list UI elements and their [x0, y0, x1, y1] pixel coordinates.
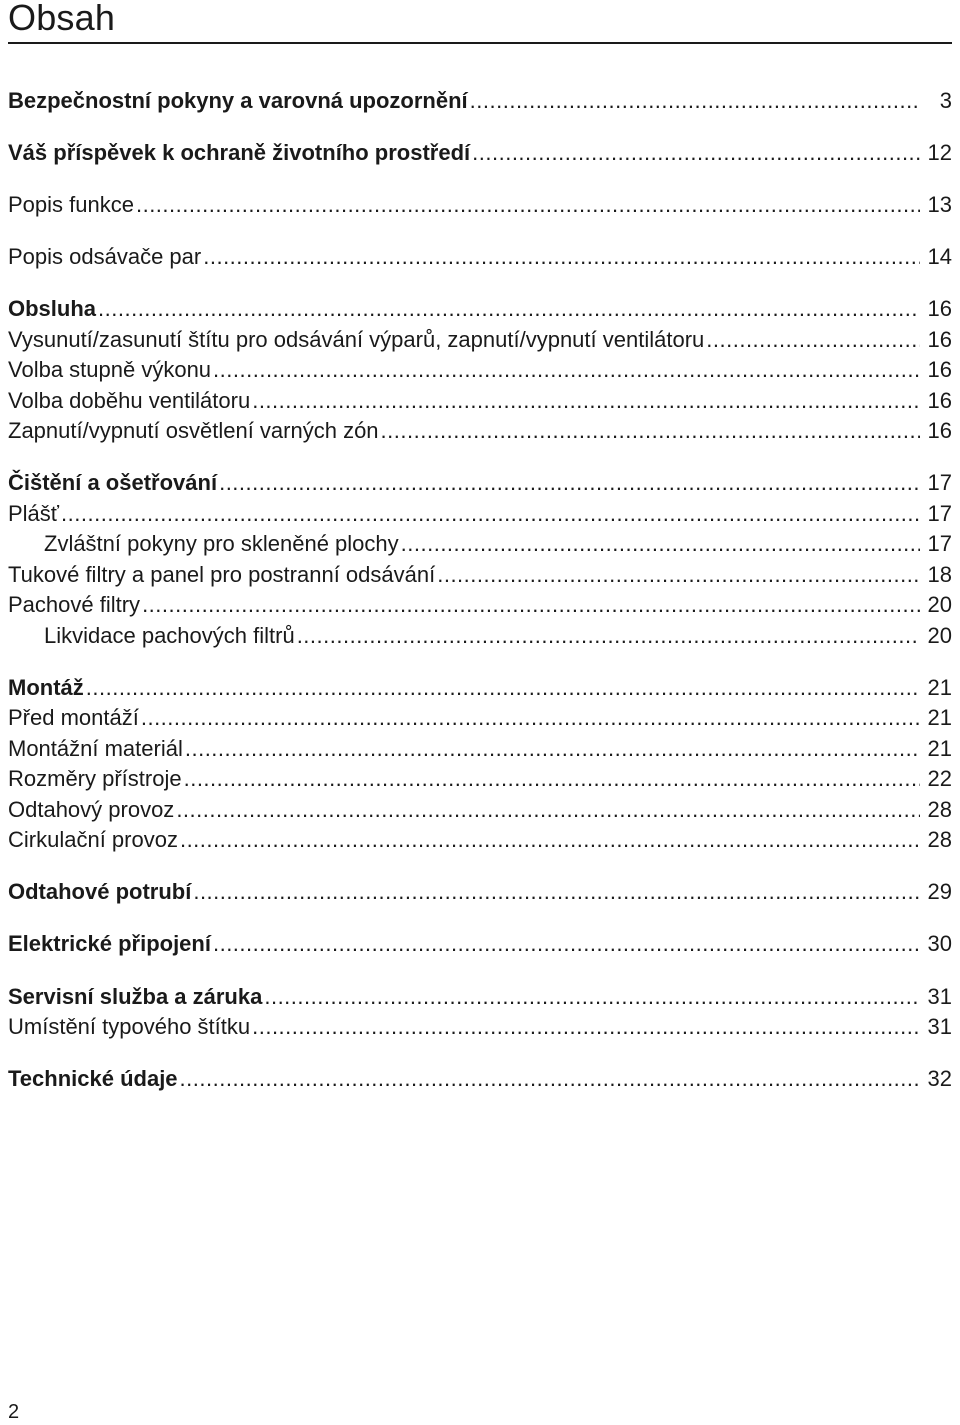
toc-entry-page: 20: [927, 623, 952, 648]
toc-entry-label: Popis funkce: [8, 192, 134, 217]
dot-leader: [185, 734, 920, 764]
toc-entry-page: 16: [927, 296, 952, 321]
dot-leader: [193, 877, 920, 907]
toc-entry[interactable]: [8, 138, 952, 168]
toc-entry[interactable]: [8, 877, 952, 907]
dot-leader: [213, 929, 920, 959]
toc-entry[interactable]: [8, 703, 952, 733]
toc-entry-label: Rozměry přístroje: [8, 766, 182, 791]
toc-entry-page: 14: [927, 244, 952, 269]
toc-entry-label: Elektrické připojení: [8, 931, 211, 956]
toc-entry-label: Čištění a ošetřování: [8, 470, 218, 495]
title-divider: [8, 42, 952, 44]
toc-entry-label: Montáž: [8, 675, 84, 700]
toc-entry[interactable]: [8, 294, 952, 324]
toc-entry-page: 17: [927, 470, 952, 495]
toc-entry-page: 30: [927, 931, 952, 956]
toc-entry[interactable]: [8, 590, 952, 620]
toc-entry-label: Technické údaje: [8, 1066, 178, 1091]
dot-leader: [252, 1012, 920, 1042]
toc-entry[interactable]: [8, 982, 952, 1012]
toc-entry-label: Tukové filtry a panel pro postranní odsávání: [8, 562, 436, 587]
toc-entry[interactable]: [8, 468, 952, 498]
dot-leader: [213, 355, 920, 385]
toc-entry[interactable]: [8, 416, 952, 446]
toc-entry[interactable]: [8, 825, 952, 855]
toc-entry-label: Odtahový provoz: [8, 797, 175, 822]
dot-leader: [142, 590, 920, 620]
toc-entry-label: Zapnutí/vypnutí osvětlení varných zón: [8, 418, 379, 443]
dot-leader: [297, 621, 920, 651]
dot-leader: [176, 795, 920, 825]
dot-leader: [86, 673, 920, 703]
toc-entry-label: Vysunutí/zasunutí štítu pro odsávání výparů, zapnutí/vypnutí ventilátoru: [8, 327, 705, 352]
toc-entry-page: 21: [927, 675, 952, 700]
toc-entry-page: 29: [927, 879, 952, 904]
toc-entry[interactable]: [8, 86, 952, 116]
toc-entry-label: Před montáží: [8, 705, 139, 730]
toc-entry[interactable]: [8, 621, 952, 651]
dot-leader: [472, 138, 920, 168]
toc-entry-label: Montážní materiál: [8, 736, 183, 761]
toc-entry[interactable]: [8, 1012, 952, 1042]
toc-entry-page: 21: [927, 705, 952, 730]
dot-leader: [203, 242, 920, 272]
toc-entry-label: Volba stupně výkonu: [8, 357, 212, 382]
toc-entry-label: Plášť: [8, 501, 60, 526]
toc-entry-page: 31: [927, 1014, 952, 1039]
toc-entry-page: 16: [927, 388, 952, 413]
dot-leader: [98, 294, 920, 324]
toc-entry[interactable]: [8, 386, 952, 416]
page-number: 2: [8, 1401, 20, 1423]
toc-entry[interactable]: [8, 529, 952, 559]
toc-entry-label: Obsluha: [8, 296, 97, 321]
toc-entry-page: 21: [927, 736, 952, 761]
toc-entry-label: Volba doběhu ventilátoru: [8, 388, 251, 413]
toc-entry-page: 17: [927, 501, 952, 526]
toc-entry-page: 32: [927, 1066, 952, 1091]
toc-entry-page: 22: [927, 766, 952, 791]
toc-entry-label: Váš příspěvek k ochraně životního prostředí: [8, 140, 471, 165]
toc-entry-page: 17: [927, 531, 952, 556]
toc-entry-label: Servisní služba a záruka: [8, 984, 263, 1009]
dot-leader: [184, 764, 920, 794]
toc-entry-page: 16: [927, 418, 952, 443]
toc-entry[interactable]: [8, 929, 952, 959]
dot-leader: [401, 529, 920, 559]
toc-entry-label: Zvláštní pokyny pro skleněné plochy: [44, 531, 399, 556]
dot-leader: [264, 982, 920, 1012]
toc-entry-page: 31: [927, 984, 952, 1009]
dot-leader: [136, 190, 920, 220]
dot-leader: [219, 468, 920, 498]
dot-leader: [706, 325, 920, 355]
toc-entry-page: 28: [927, 827, 952, 852]
toc-entry[interactable]: [8, 764, 952, 794]
dot-leader: [180, 1064, 920, 1094]
toc-entry-page: 16: [927, 327, 952, 352]
toc-entry[interactable]: [8, 325, 952, 355]
dot-leader: [381, 416, 920, 446]
toc-entry-label: Cirkulační provoz: [8, 827, 178, 852]
toc-entry[interactable]: [8, 1064, 952, 1094]
toc-entry[interactable]: [8, 499, 952, 529]
toc-entry[interactable]: [8, 355, 952, 385]
toc-entry[interactable]: [8, 190, 952, 220]
toc-entry-label: Popis odsávače par: [8, 244, 202, 269]
toc-entry-page: 13: [927, 192, 952, 217]
toc-entry-label: Bezpečnostní pokyny a varovná upozornění: [8, 88, 468, 113]
page-title: Obsah: [8, 0, 116, 38]
toc-entry-label: Umístění typového štítku: [8, 1014, 251, 1039]
dot-leader: [470, 86, 920, 116]
toc-entry[interactable]: [8, 242, 952, 272]
toc-entry[interactable]: [8, 795, 952, 825]
toc-entry[interactable]: [8, 734, 952, 764]
toc-entry-label: Odtahové potrubí: [8, 879, 192, 904]
dot-leader: [61, 499, 920, 529]
toc-entry-page: 28: [927, 797, 952, 822]
toc-entry-label: Likvidace pachových filtrů: [44, 623, 295, 648]
toc-entry[interactable]: [8, 560, 952, 590]
dot-leader: [141, 703, 920, 733]
toc-entry-page: 18: [927, 562, 952, 587]
toc-entry-page: 20: [927, 592, 952, 617]
dot-leader: [437, 560, 920, 590]
toc-entry-page: 3: [939, 88, 952, 113]
dot-leader: [180, 825, 920, 855]
toc-entry[interactable]: [8, 673, 952, 703]
toc-entry-label: Pachové filtry: [8, 592, 141, 617]
dot-leader: [252, 386, 920, 416]
toc-entry-page: 12: [927, 140, 952, 165]
toc-entry-page: 16: [927, 357, 952, 382]
